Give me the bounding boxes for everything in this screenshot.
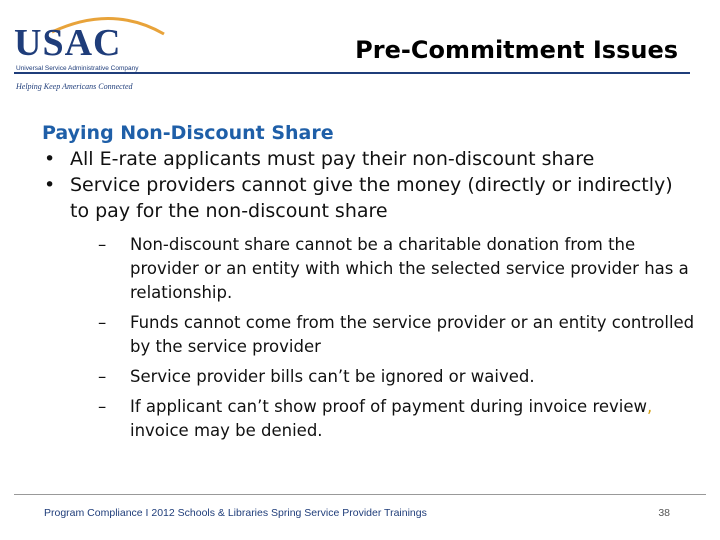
dash-icon: – xyxy=(98,235,107,254)
sub-bullet-text-tail: invoice may be denied. xyxy=(130,421,323,440)
sub-bullet-list xyxy=(42,233,698,443)
title-divider xyxy=(14,72,690,74)
bullet-item xyxy=(42,146,682,172)
sub-bullet-item xyxy=(98,395,698,443)
highlighted-comma: , xyxy=(647,397,653,416)
page-number: 38 xyxy=(658,507,670,519)
sub-bullet-text: Non-discount share cannot be a charitable donation from the provider or an entity with which the selected service provider has a relationship. xyxy=(130,235,689,302)
bullet-item xyxy=(42,172,682,224)
dash-icon: – xyxy=(98,397,107,416)
bullet-dot-icon: • xyxy=(44,174,56,196)
sub-bullet-item xyxy=(98,365,698,389)
footer-text: Program Compliance I 2012 Schools & Libraries Spring Service Provider Trainings xyxy=(44,507,427,519)
sub-bullet-text: If applicant can’t show proof of payment during invoice review xyxy=(130,397,648,416)
footer-divider xyxy=(14,494,706,495)
dash-icon: – xyxy=(98,367,107,386)
bullet-text: Service providers cannot give the money (directly or indirectly) to pay for the non-discount share xyxy=(70,174,673,222)
sub-bullet-text: Funds cannot come from the service provider or an entity controlled by the service provider xyxy=(130,313,695,356)
logo-subtitle: Universal Service Administrative Company xyxy=(16,65,139,72)
bullet-text: All E-rate applicants must pay their non-discount share xyxy=(70,148,595,170)
section-heading: Paying Non-Discount Share xyxy=(42,122,334,144)
slide-content xyxy=(42,120,695,449)
logo-tagline: Helping Keep Americans Connected xyxy=(16,82,133,91)
dash-icon: – xyxy=(98,313,107,332)
sub-bullet-item xyxy=(98,233,698,305)
sub-bullet-text: Service provider bills can’t be ignored or waived. xyxy=(130,367,535,386)
bullet-dot-icon: • xyxy=(44,148,56,170)
usac-logo xyxy=(12,10,172,91)
sub-bullet-item xyxy=(98,311,698,359)
slide-title: Pre-Commitment Issues xyxy=(355,36,678,64)
logo-wordmark: USAC xyxy=(14,22,122,64)
